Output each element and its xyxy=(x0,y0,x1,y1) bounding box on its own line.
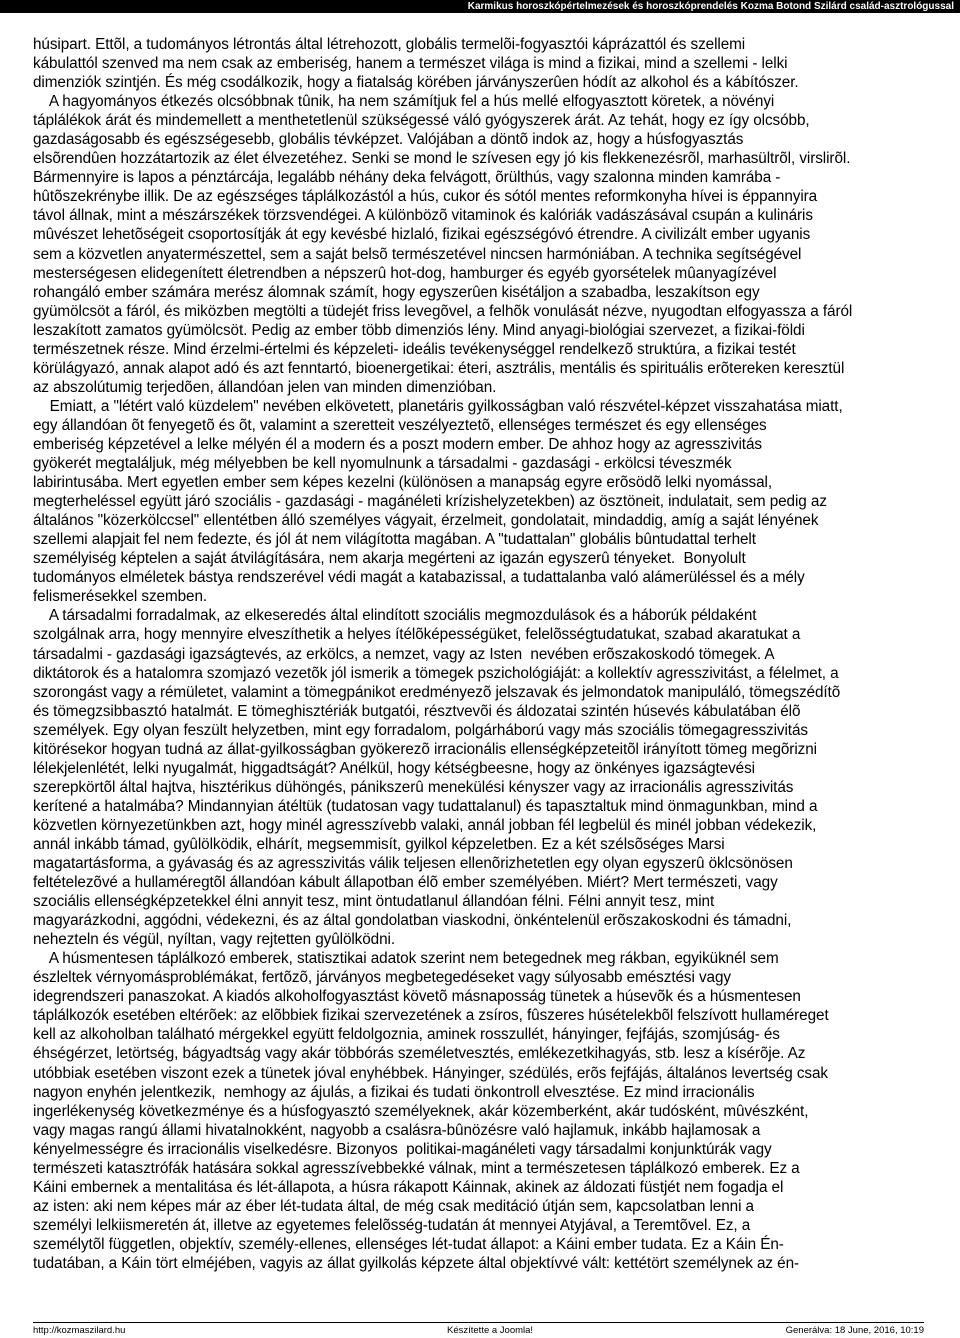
footer-credit-link[interactable]: Készítette a Joomla! xyxy=(447,1325,534,1336)
text-line: diktátorok és a hatalomra szomjazó vezetõk jól ismerik a tömegek pszichológiáját: a kollektív agresszivitást, a félelmet, a xyxy=(33,664,839,682)
text-line: emberiség képzetével a lelke mélyén él a modern és a poszt modern ember. De ahhoz hogy az agresszivitás xyxy=(33,435,762,453)
text-line: természeti katasztrófák hatására sokkal agresszívebbekké válnak, mint a természetesen táplálkozó emberek. Ez a xyxy=(33,1159,800,1177)
text-line: A hagyományos étkezés olcsóbbnak tûnik, ha nem számítjuk fel a hús mellé elfogyasztott köretek, a növényi xyxy=(33,93,775,111)
text-line: társadalmi - gazdasági igazságtevés, az erkölcs, a nemzet, vagy az Isten nevében erõszakoskodó tömegek. A xyxy=(33,645,775,663)
text-line: és tömegzsibbasztó hatalmát. E tömeghisztériák butgatói, résztvevõi és áldozatai szintén húsevés kábulatában élõ xyxy=(33,702,801,720)
text-line: nagyon enyhén jelentkezik, nemhogy az ájulás, a fizikai és tudati önkontroll elvesztése. Ez mind irracionális xyxy=(33,1083,755,1101)
text-line: az isten: aki nem képes már az éber lét-tudata által, de még csak meditáció útján sem, kapcsolatban lenni a xyxy=(33,1197,754,1215)
text-line: nehezteln és végül, nyíltan, vagy rejtetten gyûlölködni. xyxy=(33,931,396,949)
site-title: Karmikus horoszkópértelmezések és horoszkóprendelés Kozma Botond Szilárd család-asztrológussal xyxy=(467,1,954,12)
text-line: A húsmentesen táplálkozó emberek, statisztikai adatok szerint nem betegednek meg rákban, egyiküknél sem xyxy=(33,950,779,968)
text-line: gyökerét megtaláljuk, még mélyebben be kell nyomulnunk a társadalmi - gazdasági - erkölcsi téveszmék xyxy=(33,455,732,473)
text-line: az abszolútumig terjedõen, állandóan jelen van minden dimenzióban. xyxy=(33,378,497,396)
text-line: elsõrendûen hozzátartozik az élet élvezetéhez. Senki se mond le szívesen egy jó kis flekkenezésrõl, marhasültrõl, virslirõl. xyxy=(33,150,851,168)
text-line: ingerlékenység következménye és a húsfogyasztó személyeknek, akár közemberként, akár tudósként, mûvészként, xyxy=(33,1102,809,1120)
text-line: vagy magas rangú állami hivatalnokként, nagyobb a csalásra-bûnözésre való hajlamuk, inkább hajlamosak a xyxy=(33,1121,761,1139)
text-line: dimenziók szintjén. És még csodálkozik, hogy a fiatalság körében járványszerûen hódít az alkohol és a kábítószer. xyxy=(33,74,799,92)
text-line: utóbbiak esetében viszont ezek a tünetek jóval enyhébbek. Hányinger, szédülés, erõs fejfájás, általános levertség csak xyxy=(33,1064,828,1082)
text-line: távol állnak, mint a mészárszékek törzsvendégei. A különbözõ vitaminok és kalóriák vadászásával csupán a kulináris xyxy=(33,207,813,225)
text-line: kerítené a hatalmába? Mindannyian átéltük (tudatosan vagy tudattalanul) és tapasztaltuk mind önmagunkban, mind a xyxy=(33,797,818,815)
footer-url-link[interactable]: http://kozmaszilard.hu xyxy=(33,1325,126,1336)
text-line: személyiség képtelen a saját átvilágítására, nem akarja megérteni az igazán egyszerû tényeket. Bonyolult xyxy=(33,550,746,568)
text-line: Emiatt, a "létért való küzdelem" nevében elkövetett, planetáris gyilkosságban való részvétel-képzet visszahatása miatt, xyxy=(33,397,843,415)
text-line: A társadalmi forradalmak, az elkeseredés által elindított szociális megmozdulások és a háborúk példaként xyxy=(33,607,757,625)
text-line: szociális ellenségképzetekkel élni annyit tesz, mint öntudatlanul állandóan félni. Félni annyit tesz, mint xyxy=(33,893,715,911)
text-line: mûvészet lehetõségeit csoportosítják át egy kevésbé hizlaló, fizikai egészségóvó étrendre. A civilizált ember ugyanis xyxy=(33,226,811,244)
text-line: éhségérzet, letörtség, bágyadtság vagy akár többórás személetvesztés, emlékezetkihagyás, stb. lesz a kísérõje. Az xyxy=(33,1045,806,1063)
text-line: szerepkörtõl által hajtva, hisztérikus dühöngés, pánikszerû menekülési kényszer vagy az irracionális agresszivitás xyxy=(33,778,794,796)
text-line: tudatában, a Káin tört elméjében, vagyis az állat gyilkolás képzete által objektívvé vált: kettétört személynek az én- xyxy=(33,1255,800,1272)
text-line: idegrendszeri panaszokat. A kiadós alkoholfogyasztást követõ másnaposság tünetek a húsevõk és a húsmentesen xyxy=(33,988,801,1006)
text-line: szorongást vagy a rémületet, valamint a tömegpánikot eredményezõ jelszavak és jelmondatok manipuláló, tömegszédítõ xyxy=(33,683,841,701)
text-line: személyi lelkiismeretén át, illetve az egyetemes felelõsség-tudatán át mennyei Atyjával, a Teremtõvel. Ez, a xyxy=(33,1216,751,1234)
text-line: általános "közerkölccsel" ellentétben álló személyes vágyait, érzelmeit, gondolatait, mindaddig, amíg a saját lényének xyxy=(33,512,819,530)
text-line: rohangáló ember számára merész álomnak számít, hogy egyszerûen kisétáljon a szabadba, leszakítson egy xyxy=(33,283,760,301)
text-line: felismerésekkel szemben. xyxy=(33,588,208,606)
text-line: szellemi alapjait fel nem fedezte, és jól át nem világította magában. A "tudattalan" globális bûntudattal terhelt xyxy=(33,531,756,549)
text-line: labirintusába. Mert egyetlen ember sem képes kezelni (különösen a manapság egyre erõsödõ lelki nyomással, xyxy=(33,474,772,492)
text-line: megterheléssel együtt járó szociális - gazdasági - magánéleti krízishelyzetekben) az ösztöneit, indulatait, sem pedig az xyxy=(33,493,827,511)
text-line: lélekjelenlétét, lelki nyugalmát, higgadtságát? Anélkül, hogy kétségbeesne, hogy az önkényes igazságtevési xyxy=(33,759,755,777)
text-line: mesterségesen elidegenített életrendben a népszerû hot-dog, hamburger és egyéb gyorsételek mûanyagízével xyxy=(33,264,777,282)
header-bar xyxy=(0,0,960,13)
text-line: személyek. Egy olyan feszült helyzetben, mint egy forradalom, polgárháború vagy más szociális tömegagresszivitás xyxy=(33,721,808,739)
text-line: gazdaságosabb és egészségesebb, globális tévképzet. Valójában a döntõ indok az, hogy a húsfogyasztás xyxy=(33,131,744,149)
text-line: magatartásforma, a gyávaság és az agresszivitás válik teljesen ellenõrizhetetlen egy olyan egyszerû öklcsönösen xyxy=(33,855,793,873)
text-line: sem a közvetlen anyatermészettel, sem a saját belsõ természetével nincsen harmóniában. A technika segítségével xyxy=(33,245,802,263)
text-line: hûtõszekrénybe illik. De az egészséges táplálkozástól a hús, cukor és sótól mentes reformkonyha hívei is éppannyira xyxy=(33,188,818,206)
text-line: természetnek része. Mind érzelmi-értelmi és képzeleti- ideális tevékenységgel rendelkezõ struktúra, a fizikai testét xyxy=(33,340,796,358)
text-line: tudományos elméletek bástya rendszerével védi magát a katabazissal, a tudattalanba való alámerüléssel és a mély xyxy=(33,569,805,587)
text-line: személytõl független, objektív, személy-ellenes, ellenséges lét-tudat állapot: a Káini ember tudata. Ez a Káin Én- xyxy=(33,1235,784,1253)
text-line: észleltek vérnyomásproblémákat, fertõzõ, járványos megbetegedéseket vagy súlyosabb emésztési vagy xyxy=(33,969,731,987)
text-line: közvetlen környezetünkben azt, hogy minél agresszívebb valaki, annál jobban fél legbelül és minél jobban védekezik, xyxy=(33,816,817,834)
text-line: táplálékok árát és mindemellett a menthetetlenül szükségessé váló gyógyszerek árát. Az tehát, hogy ez így olcsóbb, xyxy=(33,112,810,130)
text-line: körülágyazó, annak alapot adó és azt fenntartó, bioenergetikai: éteri, asztrális, mentális és spirituális erõtereken keresztül xyxy=(33,359,845,377)
text-line: magyarázkodni, aggódni, védekezni, és az által gondolatban viaskodni, önkéntelenül erõszakoskodni és támadni, xyxy=(33,912,792,930)
text-line: húsipart. Ettõl, a tudományos létrontás által létrehozott, globális termelõi-fogyasztói káprázattól és szellemi xyxy=(33,36,746,53)
text-line: kitörésekor hogyan tudná az állat-gyilkosságban gyökerezõ irracionális ellenségképzeteitõl irányított tömeg megõrizni xyxy=(33,740,817,758)
text-line: kell az alkoholban található mérgekkel együtt feldolgoznia, aminek rosszullét, hányinger, fejfájás, szomjúság- és xyxy=(33,1026,780,1044)
text-line: egy állandóan õt fenyegetõ és õt, valamint a szeretteit veszélyeztetõ, ellenséges természet és egy ellenséges xyxy=(33,416,767,434)
document-body xyxy=(33,35,924,1273)
text-line: táplálkozók esetében eltérõek: az elõbbiek fizikai szervezetének a zsíros, fûszeres húsételekbõl felszívott hullaméreget xyxy=(33,1007,829,1025)
text-line: leszakított zamatos gyümölcsöt. Pedig az ember több dimenziós lény. Mind anyagi-biológiai szervezet, a fizikai-földi xyxy=(33,321,805,339)
footer-generated-date: Generálva: 18 June, 2016, 10:19 xyxy=(785,1325,924,1336)
text-line: kábulattól szenved ma nem csak az emberiség, hanem a természet világa is mind a fizikai, mind a szellemi - lelki xyxy=(33,55,788,73)
text-line: gyümölcsöt a fáról, és miközben megtölti a tüdejét friss levegõvel, a felhõk vonulását nézve, nyugodtan elfogyassza a fáról xyxy=(33,302,853,320)
text-line: kényelmességre és irracionális viselkedésre. Bizonyos politikai-magánéleti vagy társadalmi konjunktúrák vagy xyxy=(33,1140,772,1158)
text-line: szolgálnak arra, hogy mennyire elveszíthetik a helyes ítélõképességüket, felelõsségtudatukat, szabad akaratukat a xyxy=(33,626,801,644)
text-line: Bármennyire is lapos a pénztárcája, legalább néhány deka felvágott, õrülthús, vagy szalonna minden kamrába - xyxy=(33,169,781,187)
text-line: Káini embernek a mentalitása és lét-állapota, a húsra rákapott Káinnak, akinek az áldozati füstjét nem fogadja el xyxy=(33,1178,784,1196)
text-line: annál inkább támad, gyûlölködik, elhárít, megsemmisít, gyilkol képzeletben. Ez a két szélsõséges Marsi xyxy=(33,835,725,853)
text-line: feltételezõvé a hullaméregtõl állandóan kábult állapotban élõ ember személyében. Miért? Mert természeti, vagy xyxy=(33,874,778,892)
footer-divider xyxy=(33,1322,924,1323)
